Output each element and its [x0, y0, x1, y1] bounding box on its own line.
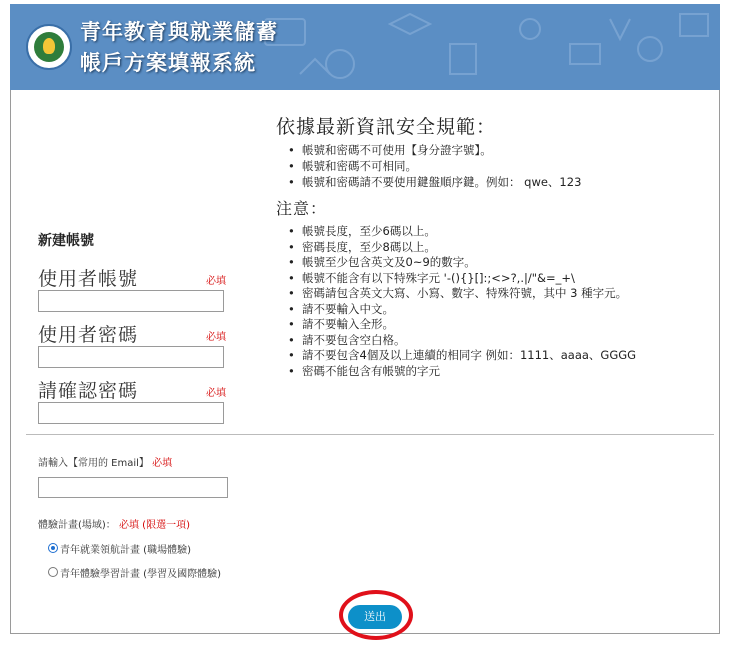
new-account-form	[38, 230, 238, 424]
rules-heading: 依據最新資訊安全規範：	[276, 116, 497, 138]
email-input[interactable]	[38, 477, 228, 498]
notice-item: • 密碼請包含英文大寫、小寫、數字、特殊符號，其中 3 種字元。	[288, 286, 716, 302]
username-label: 使用者帳號	[38, 268, 139, 290]
notice-item: • 請不要輸入全形。	[288, 317, 716, 333]
notice-item: • 請不要包含4個及以上連續的相同字 例如：1111、aaaa、GGGG	[288, 348, 716, 364]
email-field-group	[38, 454, 228, 498]
plan-option-2[interactable]	[48, 565, 221, 579]
header-banner	[10, 4, 720, 90]
site-title-line1: 青年教育與就業儲蓄	[80, 19, 278, 44]
plan-selection-group	[38, 516, 221, 579]
email-label-row	[38, 454, 228, 469]
plan-option-1[interactable]	[48, 541, 221, 555]
plan-option-label[interactable]: 青年就業領航計畫 (職場體驗)	[60, 544, 191, 556]
plan-label: 體驗計畫(場域)：	[38, 520, 116, 531]
required-mark: 必填	[206, 276, 226, 287]
rule-item: • 帳號和密碼請不要使用鍵盤順序鍵。例如： qwe、123	[288, 174, 716, 190]
email-required-mark: 必填	[152, 458, 173, 469]
notice-item: • 請不要包含空白格。	[288, 333, 716, 349]
confirm-field-group	[38, 376, 238, 424]
site-title-line2: 帳戶方案填報系統	[80, 50, 256, 75]
plan-required-mark: 必填 (限選一項)	[119, 520, 190, 531]
section-divider	[26, 434, 714, 435]
rules-list	[288, 142, 716, 190]
radio-checked-icon[interactable]	[48, 543, 58, 553]
password-field-group	[38, 320, 238, 368]
plan-label-row	[38, 516, 221, 531]
notice-item: • 帳號長度，至少6碼以上。	[288, 224, 716, 240]
notice-item: • 請不要輸入中文。	[288, 302, 716, 318]
password-input[interactable]	[38, 346, 224, 368]
email-label: 請輸入【常用的 Email】	[38, 458, 149, 469]
notice-heading: 注意：	[276, 199, 328, 218]
plan-option-label[interactable]: 青年體驗學習計畫 (學習及國際體驗)	[60, 568, 221, 580]
submit-button[interactable]: 送出	[348, 605, 402, 629]
rule-item: • 帳號和密碼不可使用【身分證字號】。	[288, 142, 716, 158]
notice-item: • 帳號至少包含英文及0~9的數字。	[288, 255, 716, 271]
notice-item: • 密碼不能包含有帳號的字元	[288, 364, 716, 380]
rule-item: • 帳號和密碼不可相同。	[288, 158, 716, 174]
radio-unchecked-icon[interactable]	[48, 567, 58, 577]
required-mark: 必填	[206, 388, 226, 399]
notice-list	[288, 224, 716, 379]
confirm-password-label: 請確認密碼	[38, 380, 139, 402]
password-label: 使用者密碼	[38, 324, 139, 346]
ministry-logo-icon	[26, 24, 72, 70]
notice-item: • 密碼長度，至少8碼以上。	[288, 240, 716, 256]
required-mark: 必填	[206, 332, 226, 343]
section-title: 新建帳號	[38, 233, 94, 249]
confirm-password-input[interactable]	[38, 402, 224, 424]
username-input[interactable]	[38, 290, 224, 312]
username-field-group	[38, 264, 238, 312]
security-rules-panel	[276, 112, 716, 379]
notice-item: • 帳號不能含有以下特殊字元 '-(){}[]:;<>?,.|/"&=_+\	[288, 271, 716, 287]
